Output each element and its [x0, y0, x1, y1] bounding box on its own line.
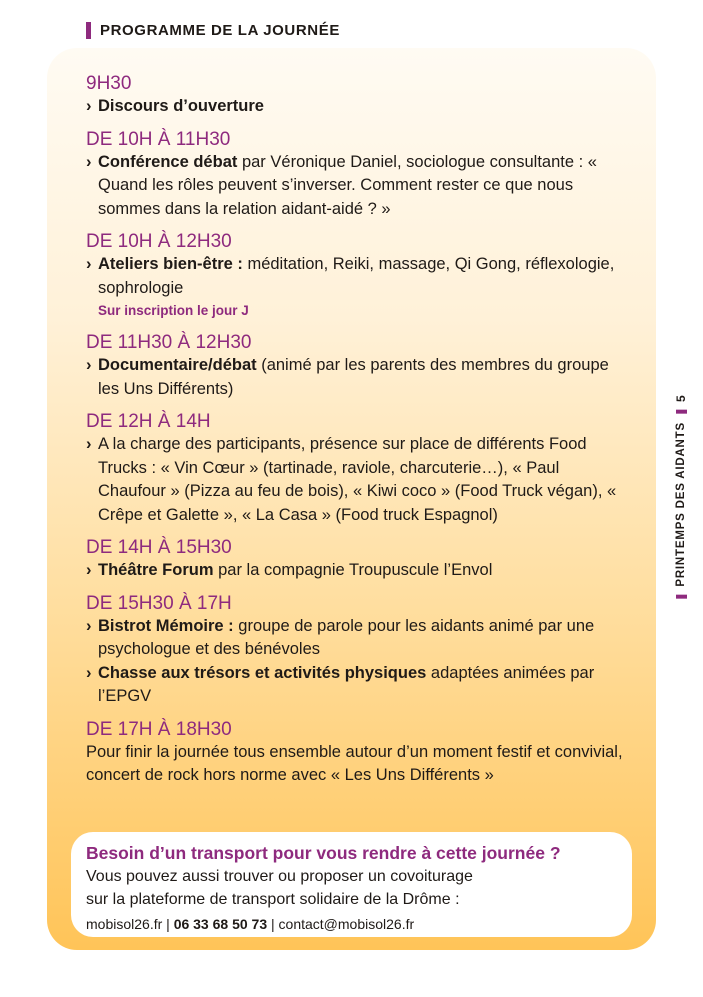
section-time: DE 11H30 À 12H30	[86, 332, 252, 353]
chevron-right-icon: ›	[86, 561, 92, 579]
list-item	[86, 615, 626, 662]
list-item	[86, 95, 626, 119]
website-link[interactable]: mobisol26.fr	[86, 916, 163, 932]
schedule-section	[86, 230, 626, 322]
page-title: PROGRAMME DE LA JOURNÉE	[100, 22, 340, 39]
chevron-right-icon: ›	[86, 663, 92, 682]
registration-note: Sur inscription le jour J	[98, 303, 249, 318]
list-item	[86, 662, 626, 709]
chevron-right-icon: ›	[86, 152, 92, 171]
section-time: DE 14H À 15H30	[86, 537, 232, 558]
item-title: Bistrot Mémoire :	[98, 616, 234, 635]
side-bar	[676, 595, 687, 599]
schedule-section	[86, 128, 626, 222]
section-time: DE 10H À 12H30	[86, 231, 232, 252]
item-title: Chasse aux trésors et activités physiques	[98, 663, 427, 682]
email-link[interactable]: contact@mobisol26.fr	[278, 916, 415, 932]
schedule-section	[86, 72, 626, 119]
chevron-right-icon: ›	[86, 255, 92, 273]
side-bar	[676, 410, 687, 414]
schedule	[86, 72, 626, 797]
list-item	[86, 151, 626, 222]
section-time: DE 12H À 14H	[86, 411, 211, 432]
schedule-section	[86, 592, 626, 709]
item-text: adaptées animées par l’EPGV	[98, 663, 595, 705]
schedule-section	[86, 536, 626, 583]
list-item	[86, 354, 626, 401]
chevron-right-icon: ›	[86, 616, 92, 635]
list-item	[86, 559, 626, 583]
transport-line: Vous pouvez aussi trouver ou proposer un covoiturage	[86, 868, 473, 885]
header-bar	[86, 22, 91, 39]
item-title: Documentaire/débat	[98, 356, 257, 374]
schedule-section	[86, 410, 626, 527]
item-text: (animé par les parents des membres du groupe les Uns Différents)	[98, 356, 609, 398]
item-text: par Véronique Daniel, sociologue consultante : « Quand les rôles peuvent s’inverser. Comment rester ce que nous sommes dans la relation aidant-aidé ? »	[98, 152, 597, 218]
side-title: PRINTEMPS DES AIDANTS	[675, 422, 687, 587]
item-text: groupe de parole pour les aidants animé par une psychologue et des bénévoles	[98, 616, 595, 658]
section-time: DE 10H À 11H30	[86, 128, 231, 150]
schedule-section	[86, 718, 626, 788]
list-item	[86, 433, 626, 527]
transport-box	[71, 832, 632, 937]
transport-title: Besoin d’un transport pour vous rendre à cette journée ?	[86, 843, 561, 863]
list-item	[86, 253, 626, 300]
item-text: méditation, Reiki, massage, Qi Gong, réflexologie, sophrologie	[98, 255, 615, 297]
phone-number[interactable]: 06 33 68 50 73	[173, 916, 268, 932]
item-text: par la compagnie Troupuscule l’Envol	[213, 561, 493, 579]
item-title: Discours d’ouverture	[98, 97, 264, 115]
chevron-right-icon: ›	[86, 435, 92, 453]
item-title: Ateliers bien-être :	[98, 255, 243, 273]
closing-text: Pour finir la journée tous ensemble autour d’un moment festif et convivial, concert de rock hors norme avec « Les Uns Différents »	[86, 742, 623, 784]
side-label	[672, 388, 690, 614]
item-title: Conférence débat	[98, 152, 238, 171]
schedule-section	[86, 331, 626, 401]
section-time: 9H30	[86, 73, 132, 94]
section-time: DE 17H À 18H30	[86, 718, 232, 740]
page-number: 5	[674, 395, 688, 403]
contact-line: mobisol26.fr | 06 33 68 50 73 | contact@mobisol26.fr	[86, 916, 415, 932]
chevron-right-icon: ›	[86, 97, 92, 115]
transport-line: sur la plateforme de transport solidaire de la Drôme :	[86, 891, 460, 908]
chevron-right-icon: ›	[86, 356, 92, 374]
section-time: DE 15H30 À 17H	[86, 592, 232, 614]
item-text: A la charge des participants, présence sur place de différents Food Trucks : « Vin Cœur » (tartinade, raviole, charcuterie…), « Paul Chaufour » (Pizza au feu de bois), « Kiwi coco » (Food Truck végan), « Crêpe et Galette », « La Casa » (Food truck Espagnol)	[98, 435, 617, 524]
page-header	[86, 22, 340, 39]
item-title: Théâtre Forum	[98, 561, 214, 579]
